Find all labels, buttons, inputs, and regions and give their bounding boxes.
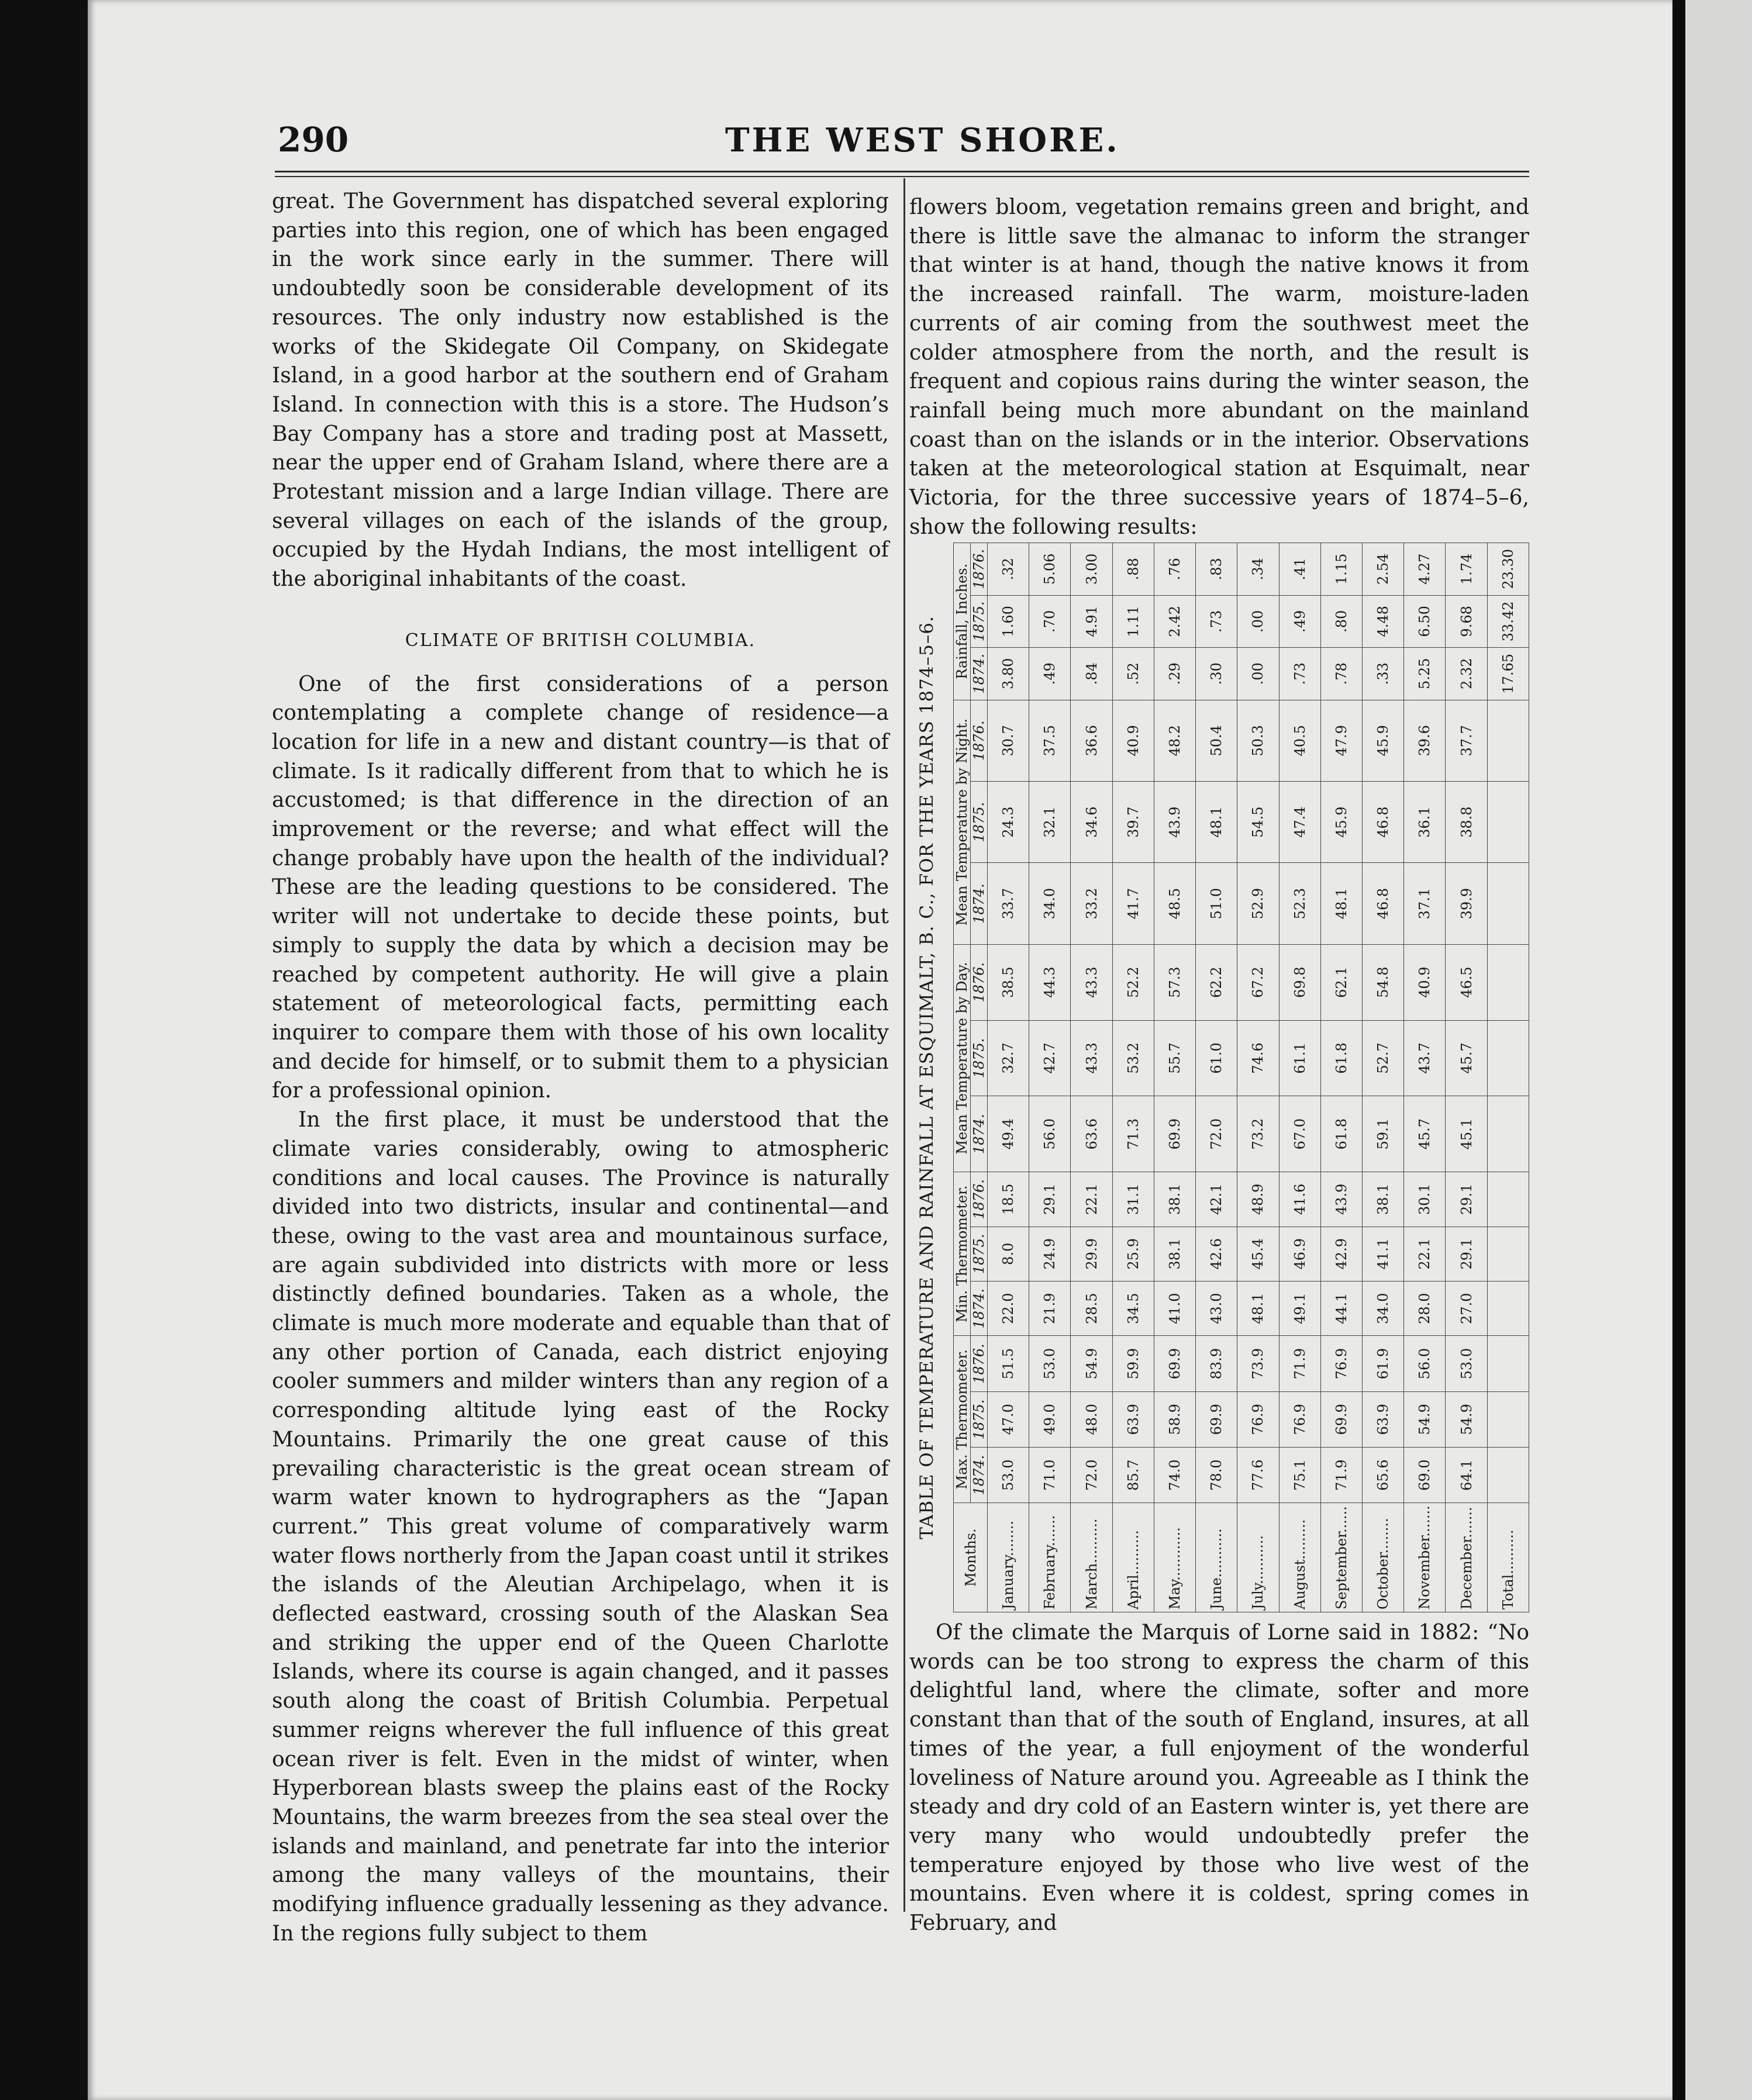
night-value-cell: 37.1 — [1404, 863, 1446, 944]
night-value-cell: 46.8 — [1362, 781, 1403, 862]
min-value-cell: 8.0 — [988, 1227, 1029, 1281]
max-value-cell: 54.9 — [1446, 1391, 1487, 1447]
day-value-cell: 52.7 — [1362, 1020, 1403, 1096]
year-header-max: 1875. — [971, 1391, 988, 1447]
right-paragraph-1: flowers bloom, vegetation remains green and bright, and there is little save the almanac to inform the stranger that winter is at hand, though the native knows it from the increased rainfall. The warm, moisture-laden currents of air coming from the southwest meet the colder atmosphere from the north, and the result is frequent and copious rains during the winter season, the rainfall being much more abundant on the mainland coast than on the islands or in the interior. Observations taken at the meteorological station at Esquimalt, near Victoria, for the three successive years of 1874–5–6, show the following results: — [909, 195, 1529, 539]
rain-value-cell: 1.15 — [1320, 543, 1362, 596]
min-value-cell: 27.0 — [1446, 1281, 1487, 1335]
total-rain-cell: 33.42 — [1487, 595, 1529, 647]
day-value-cell: 71.3 — [1112, 1096, 1154, 1172]
max-value-cell: 72.0 — [1071, 1447, 1112, 1503]
night-value-cell: 37.5 — [1029, 700, 1071, 781]
max-value-cell: 76.9 — [1320, 1336, 1362, 1391]
max-value-cell: 69.9 — [1196, 1391, 1237, 1447]
max-value-cell: 77.6 — [1237, 1447, 1279, 1503]
day-value-cell: 57.3 — [1154, 944, 1195, 1020]
climate-table-rotated — [909, 543, 1529, 1612]
day-value-cell: 44.3 — [1029, 944, 1071, 1020]
min-value-cell: 29.9 — [1071, 1227, 1112, 1281]
day-value-cell: 67.0 — [1279, 1096, 1320, 1172]
night-value-cell: 48.5 — [1154, 863, 1195, 944]
min-value-cell: 28.0 — [1404, 1281, 1446, 1335]
mean-day-header: Mean Temperature by Day. — [954, 944, 971, 1172]
month-cell: December....... — [1446, 1503, 1487, 1612]
total-empty-cell — [1487, 1281, 1529, 1335]
night-value-cell: 40.9 — [1112, 700, 1154, 781]
max-value-cell: 71.0 — [1029, 1447, 1071, 1503]
rainfall-header: Rainfall, Inches. — [954, 543, 971, 700]
min-value-cell: 29.1 — [1446, 1172, 1487, 1227]
months-header: Months. — [954, 1503, 988, 1612]
total-empty-cell — [1487, 1447, 1529, 1503]
min-value-cell: 21.9 — [1029, 1281, 1071, 1335]
min-value-cell: 48.9 — [1237, 1172, 1279, 1227]
rain-value-cell: .73 — [1196, 595, 1237, 647]
min-value-cell: 43.0 — [1196, 1281, 1237, 1335]
table-row — [1112, 543, 1154, 1612]
max-value-cell: 63.9 — [1112, 1391, 1154, 1447]
min-value-cell: 38.1 — [1154, 1172, 1195, 1227]
day-value-cell: 63.6 — [1071, 1096, 1112, 1172]
day-value-cell: 43.3 — [1071, 944, 1112, 1020]
day-value-cell: 49.4 — [988, 1096, 1029, 1172]
night-value-cell: 45.9 — [1320, 781, 1362, 862]
climate-table — [953, 543, 1529, 1612]
rain-value-cell: .00 — [1237, 595, 1279, 647]
year-header-row — [971, 543, 988, 1612]
min-value-cell: 34.5 — [1112, 1281, 1154, 1335]
day-value-cell: 62.2 — [1196, 944, 1237, 1020]
max-value-cell: 58.9 — [1154, 1391, 1195, 1447]
rain-value-cell: .78 — [1320, 648, 1362, 700]
year-header-day: 1876. — [971, 944, 988, 1020]
night-value-cell: 36.6 — [1071, 700, 1112, 781]
min-value-cell: 41.6 — [1279, 1172, 1320, 1227]
rain-value-cell: .80 — [1320, 595, 1362, 647]
min-thermometer-header: Min. Thermometer. — [954, 1172, 971, 1336]
night-value-cell: 37.7 — [1446, 700, 1487, 781]
year-header-night: 1874. — [971, 863, 988, 944]
night-value-cell: 34.6 — [1071, 781, 1112, 862]
total-rain-cell: 23.30 — [1487, 543, 1529, 596]
min-value-cell: 42.1 — [1196, 1172, 1237, 1227]
night-value-cell: 38.8 — [1446, 781, 1487, 862]
night-value-cell: 47.9 — [1320, 700, 1362, 781]
table-row — [1196, 543, 1237, 1612]
night-value-cell: 33.7 — [988, 863, 1029, 944]
day-value-cell: 45.1 — [1446, 1096, 1487, 1172]
day-value-cell: 61.8 — [1320, 1020, 1362, 1096]
night-value-cell: 51.0 — [1196, 863, 1237, 944]
rain-value-cell: .52 — [1112, 648, 1154, 700]
total-empty-cell — [1487, 1391, 1529, 1447]
year-header-night: 1876. — [971, 700, 988, 781]
day-value-cell: 45.7 — [1446, 1020, 1487, 1096]
night-value-cell: 48.2 — [1154, 700, 1195, 781]
night-value-cell: 39.9 — [1446, 863, 1487, 944]
max-value-cell: 61.9 — [1362, 1336, 1403, 1391]
rain-value-cell: .49 — [1279, 595, 1320, 647]
min-value-cell: 42.9 — [1320, 1227, 1362, 1281]
max-value-cell: 83.9 — [1196, 1336, 1237, 1391]
day-value-cell: 42.7 — [1029, 1020, 1071, 1096]
total-empty-cell — [1487, 1227, 1529, 1281]
rain-value-cell: .32 — [988, 543, 1029, 596]
day-value-cell: 45.7 — [1404, 1096, 1446, 1172]
max-value-cell: 54.9 — [1404, 1391, 1446, 1447]
year-header-day: 1875. — [971, 1020, 988, 1096]
rain-value-cell: .29 — [1154, 648, 1195, 700]
table-row — [1071, 543, 1112, 1612]
max-value-cell: 69.9 — [1320, 1391, 1362, 1447]
total-empty-cell — [1487, 1172, 1529, 1227]
min-value-cell: 34.0 — [1362, 1281, 1403, 1335]
rain-value-cell: .49 — [1029, 648, 1071, 700]
night-value-cell: 50.3 — [1237, 700, 1279, 781]
day-value-cell: 61.0 — [1196, 1020, 1237, 1096]
month-cell: June........... — [1196, 1503, 1237, 1612]
year-header-night: 1875. — [971, 781, 988, 862]
max-value-cell: 73.9 — [1237, 1336, 1279, 1391]
day-value-cell: 61.8 — [1320, 1096, 1362, 1172]
max-value-cell: 53.0 — [1446, 1336, 1487, 1391]
total-empty-cell — [1487, 781, 1529, 862]
month-cell: September...... — [1320, 1503, 1362, 1612]
day-value-cell: 67.2 — [1237, 944, 1279, 1020]
day-value-cell: 55.7 — [1154, 1020, 1195, 1096]
max-value-cell: 65.6 — [1362, 1447, 1403, 1503]
max-value-cell: 85.7 — [1112, 1447, 1154, 1503]
min-value-cell: 18.5 — [988, 1172, 1029, 1227]
table-row — [988, 543, 1029, 1612]
max-value-cell: 63.9 — [1362, 1391, 1403, 1447]
min-value-cell: 38.1 — [1362, 1172, 1403, 1227]
min-value-cell: 45.4 — [1237, 1227, 1279, 1281]
month-cell: August......... — [1279, 1503, 1320, 1612]
climate-table-container — [909, 543, 1529, 1612]
max-thermometer-header: Max. Thermometer. — [954, 1336, 971, 1503]
min-value-cell: 24.9 — [1029, 1227, 1071, 1281]
right-paragraph-2: Of the climate the Marquis of Lorne said in 1882: “No words can be too strong to express the charm of this delightful land, where the climate, softer and more constant than that of the south of England, insures, at all times of the year, a full enjoyment of the wonderful loveliness of Nature around you. Agreeable as I think the steady and dry cold of an Eastern winter is, yet there are very many who would undoubtedly prefer the temperature enjoyed by those who live west of the mountains. Even where it is coldest, spring comes in February, and — [909, 1621, 1529, 1936]
max-value-cell: 78.0 — [1196, 1447, 1237, 1503]
running-title: THE WEST SHORE. — [725, 121, 1120, 160]
rain-value-cell: .88 — [1112, 543, 1154, 596]
day-value-cell: 72.0 — [1196, 1096, 1237, 1172]
day-value-cell: 43.7 — [1404, 1020, 1446, 1096]
total-label: Total.......... — [1487, 1503, 1529, 1612]
night-value-cell: 39.6 — [1404, 700, 1446, 781]
rain-value-cell: 6.50 — [1404, 595, 1446, 647]
night-value-cell: 48.1 — [1320, 863, 1362, 944]
day-value-cell: 43.3 — [1071, 1020, 1112, 1096]
night-value-cell: 47.4 — [1279, 781, 1320, 862]
month-cell: March.......... — [1071, 1503, 1112, 1612]
min-value-cell: 48.1 — [1237, 1281, 1279, 1335]
min-value-cell: 22.1 — [1071, 1172, 1112, 1227]
max-value-cell: 71.9 — [1320, 1447, 1362, 1503]
max-value-cell: 76.9 — [1279, 1391, 1320, 1447]
year-header-min: 1875. — [971, 1227, 988, 1281]
rain-value-cell: 4.91 — [1071, 595, 1112, 647]
day-value-cell: 62.1 — [1320, 944, 1362, 1020]
max-value-cell: 48.0 — [1071, 1391, 1112, 1447]
table-row — [1446, 543, 1487, 1612]
min-value-cell: 28.5 — [1071, 1281, 1112, 1335]
left-column — [272, 187, 889, 1948]
max-value-cell: 56.0 — [1404, 1336, 1446, 1391]
day-value-cell: 69.8 — [1279, 944, 1320, 1020]
total-row — [1487, 543, 1529, 1612]
mean-night-header: Mean Temperature by Night. — [954, 700, 971, 944]
max-value-cell: 64.1 — [1446, 1447, 1487, 1503]
left-paragraph-3: In the first place, it must be understood that the climate varies considerably, owing to atmospheric conditions and local causes. The Province is naturally divided into two districts, insular and continental—and these, owing to the vast area and mountainous surface, are again subdivided into districts with more or less distinctly defined boundaries. Taken as a whole, the climate is much more moderate and equable than that of any other portion of Canada, each district enjoying cooler summers and milder winters than any region of a corresponding altitude lying east of the Rocky Mountains. Primarily the one great cause of this prevailing characteristic is the great ocean stream of warm water known to hydrographers as the “Japan current.” This great volume of comparatively warm water flows northerly from the Japan coast until it strikes the islands of the Aleutian Archipelago, when it is deflected eastward, crossing south of the Alaskan Sea and striking the upper end of the Queen Charlotte Islands, where its course is again changed, and it passes south along the coast of British Columbia. Perpetual summer reigns wherever the full influence of this great ocean river is felt. Even in the midst of winter, when Hyperborean blasts sweep the plains east of the Rocky Mountains, the warm breezes from the sea steal over the islands and mainland, and penetrate far into the interior among the many valleys of the mountains, their modifying influence gradually lessening as they advance. In the regions fully subject to them — [272, 1108, 889, 1946]
night-value-cell: 46.8 — [1362, 863, 1403, 944]
left-paragraph-2: One of the first considerations of a person contemplating a complete change of residence—a location for life in a new and distant country—is that of climate. Is it radically different from that to which he is accustomed; is that difference in the direction of an improvement or the reverse; and what effect will the change probably have upon the health of the individual? These are the leading questions to be considered. The writer will not undertake to decide these points, but simply to supply the data by which a decision may be reached by competent authority. He will give a plain statement of meteorological facts, permitting each inquirer to compare them with those of his own locality and decide for himself, or to submit them to a physician for a professional opinion. — [272, 672, 889, 1103]
page-number: 290 — [278, 120, 349, 160]
table-row — [1320, 543, 1362, 1612]
min-value-cell: 25.9 — [1112, 1227, 1154, 1281]
rain-value-cell: 5.06 — [1029, 543, 1071, 596]
day-value-cell: 46.5 — [1446, 944, 1487, 1020]
night-value-cell: 45.9 — [1362, 700, 1403, 781]
month-cell: October........ — [1362, 1503, 1403, 1612]
scan-left-margin — [0, 0, 88, 2100]
month-cell: July........... — [1237, 1503, 1279, 1612]
night-value-cell: 34.0 — [1029, 863, 1071, 944]
total-empty-cell — [1487, 1020, 1529, 1096]
min-value-cell: 29.1 — [1029, 1172, 1071, 1227]
max-value-cell: 53.0 — [1029, 1336, 1071, 1391]
total-empty-cell — [1487, 1336, 1529, 1391]
night-value-cell: 36.1 — [1404, 781, 1446, 862]
year-header-max: 1876. — [971, 1336, 988, 1391]
year-header-rain: 1874. — [971, 648, 988, 700]
min-value-cell: 31.1 — [1112, 1172, 1154, 1227]
right-column — [909, 193, 1529, 541]
night-value-cell: 48.1 — [1196, 781, 1237, 862]
page-header — [278, 120, 1523, 161]
rain-value-cell: 2.32 — [1446, 648, 1487, 700]
month-cell: May............ — [1154, 1503, 1195, 1612]
year-header-min: 1876. — [971, 1172, 988, 1227]
day-value-cell: 40.9 — [1404, 944, 1446, 1020]
min-value-cell: 30.1 — [1404, 1172, 1446, 1227]
night-value-cell: 40.5 — [1279, 700, 1320, 781]
day-value-cell: 54.8 — [1362, 944, 1403, 1020]
min-value-cell: 44.1 — [1320, 1281, 1362, 1335]
rain-value-cell: 1.60 — [988, 595, 1029, 647]
day-value-cell: 38.5 — [988, 944, 1029, 1020]
left-paragraph-1: great. The Government has dispatched several exploring parties into this region, one of which has been engaged in the work since early in the summer. There will undoubtedly soon be considerable development of its resources. The only industry now established is the works of the Skidegate Oil Company, on Skidegate Island, in a good harbor at the southern end of Graham Island. In connection with this is a store. The Hudson’s Bay Company has a store and trading post at Massett, near the upper end of Graham Island, where there are a Protestant mission and a large Indian village. There are several villages on each of the islands of the group, occupied by the Hydah Indians, the most intelligent of the aboriginal inhabitants of the coast. — [272, 189, 889, 592]
column-divider — [903, 178, 905, 1912]
year-header-max: 1874. — [971, 1447, 988, 1503]
rain-value-cell: .34 — [1237, 543, 1279, 596]
rain-value-cell: 2.42 — [1154, 595, 1195, 647]
total-rain-cell: 17.65 — [1487, 648, 1529, 700]
header-rule-top — [275, 171, 1529, 172]
max-value-cell: 47.0 — [988, 1391, 1029, 1447]
total-empty-cell — [1487, 863, 1529, 944]
rain-value-cell: .83 — [1196, 543, 1237, 596]
table-row — [1237, 543, 1279, 1612]
max-value-cell: 69.0 — [1404, 1447, 1446, 1503]
max-value-cell: 75.1 — [1279, 1447, 1320, 1503]
rain-value-cell: 3.00 — [1071, 543, 1112, 596]
day-value-cell: 32.7 — [988, 1020, 1029, 1096]
min-value-cell: 41.0 — [1154, 1281, 1195, 1335]
section-heading: CLIMATE OF BRITISH COLUMBIA. — [405, 630, 756, 651]
year-header-day: 1874. — [971, 1096, 988, 1172]
rain-value-cell: 4.27 — [1404, 543, 1446, 596]
rain-value-cell: .73 — [1279, 648, 1320, 700]
month-cell: February....... — [1029, 1503, 1071, 1612]
day-value-cell: 53.2 — [1112, 1020, 1154, 1096]
rain-value-cell: .41 — [1279, 543, 1320, 596]
month-cell: November....... — [1404, 1503, 1446, 1612]
table-row — [1154, 543, 1195, 1612]
night-value-cell: 41.7 — [1112, 863, 1154, 944]
day-value-cell: 73.2 — [1237, 1096, 1279, 1172]
night-value-cell: 52.9 — [1237, 863, 1279, 944]
max-value-cell: 49.0 — [1029, 1391, 1071, 1447]
month-cell: April.......... — [1112, 1503, 1154, 1612]
day-value-cell: 61.1 — [1279, 1020, 1320, 1096]
night-value-cell: 39.7 — [1112, 781, 1154, 862]
rain-value-cell: 9.68 — [1446, 595, 1487, 647]
rain-value-cell: 5.25 — [1404, 648, 1446, 700]
table-row — [1029, 543, 1071, 1612]
max-value-cell: 76.9 — [1237, 1391, 1279, 1447]
rain-value-cell: 4.48 — [1362, 595, 1403, 647]
total-empty-cell — [1487, 700, 1529, 781]
rain-value-cell: 1.11 — [1112, 595, 1154, 647]
table-body — [988, 543, 1529, 1612]
day-value-cell: 74.6 — [1237, 1020, 1279, 1096]
day-value-cell: 56.0 — [1029, 1096, 1071, 1172]
rain-value-cell: 3.80 — [988, 648, 1029, 700]
night-value-cell: 30.7 — [988, 700, 1029, 781]
night-value-cell: 43.9 — [1154, 781, 1195, 862]
max-value-cell: 59.9 — [1112, 1336, 1154, 1391]
max-value-cell: 71.9 — [1279, 1336, 1320, 1391]
min-value-cell: 22.1 — [1404, 1227, 1446, 1281]
right-column-lower — [909, 1618, 1529, 1938]
day-value-cell: 69.9 — [1154, 1096, 1195, 1172]
min-value-cell: 49.1 — [1279, 1281, 1320, 1335]
next-page-edge — [1672, 0, 1752, 2100]
total-empty-cell — [1487, 1096, 1529, 1172]
min-value-cell: 29.1 — [1446, 1227, 1487, 1281]
night-value-cell: 54.5 — [1237, 781, 1279, 862]
max-value-cell: 53.0 — [988, 1447, 1029, 1503]
min-value-cell: 38.1 — [1154, 1227, 1195, 1281]
max-value-cell: 54.9 — [1071, 1336, 1112, 1391]
night-value-cell: 32.1 — [1029, 781, 1071, 862]
min-value-cell: 46.9 — [1279, 1227, 1320, 1281]
total-empty-cell — [1487, 944, 1529, 1020]
night-value-cell: 52.3 — [1279, 863, 1320, 944]
day-value-cell: 52.2 — [1112, 944, 1154, 1020]
min-value-cell: 42.6 — [1196, 1227, 1237, 1281]
rain-value-cell: .84 — [1071, 648, 1112, 700]
day-value-cell: 59.1 — [1362, 1096, 1403, 1172]
max-value-cell: 69.9 — [1154, 1336, 1195, 1391]
max-value-cell: 51.5 — [988, 1336, 1029, 1391]
header-rule-bottom — [275, 176, 1529, 177]
rain-value-cell: .30 — [1196, 648, 1237, 700]
page-gutter — [1672, 0, 1685, 2100]
min-value-cell: 43.9 — [1320, 1172, 1362, 1227]
table-row — [1279, 543, 1320, 1612]
table-row — [1362, 543, 1403, 1612]
rain-value-cell: 2.54 — [1362, 543, 1403, 596]
max-value-cell: 74.0 — [1154, 1447, 1195, 1503]
night-value-cell: 33.2 — [1071, 863, 1112, 944]
min-value-cell: 41.1 — [1362, 1227, 1403, 1281]
min-value-cell: 22.0 — [988, 1281, 1029, 1335]
rain-value-cell: .33 — [1362, 648, 1403, 700]
rain-value-cell: .70 — [1029, 595, 1071, 647]
year-header-rain: 1875. — [971, 595, 988, 647]
night-value-cell: 50.4 — [1196, 700, 1237, 781]
rain-value-cell: 1.74 — [1446, 543, 1487, 596]
year-header-rain: 1876. — [971, 543, 988, 596]
rain-value-cell: .00 — [1237, 648, 1279, 700]
rain-value-cell: .76 — [1154, 543, 1195, 596]
table-caption: TABLE OF TEMPERATURE AND RAINFALL AT ESQUIMALT, B. C., FOR THE YEARS 1874–5–6. — [916, 616, 937, 1539]
month-cell: January........ — [988, 1503, 1029, 1612]
table-row — [1404, 543, 1446, 1612]
year-header-min: 1874. — [971, 1281, 988, 1335]
night-value-cell: 24.3 — [988, 781, 1029, 862]
